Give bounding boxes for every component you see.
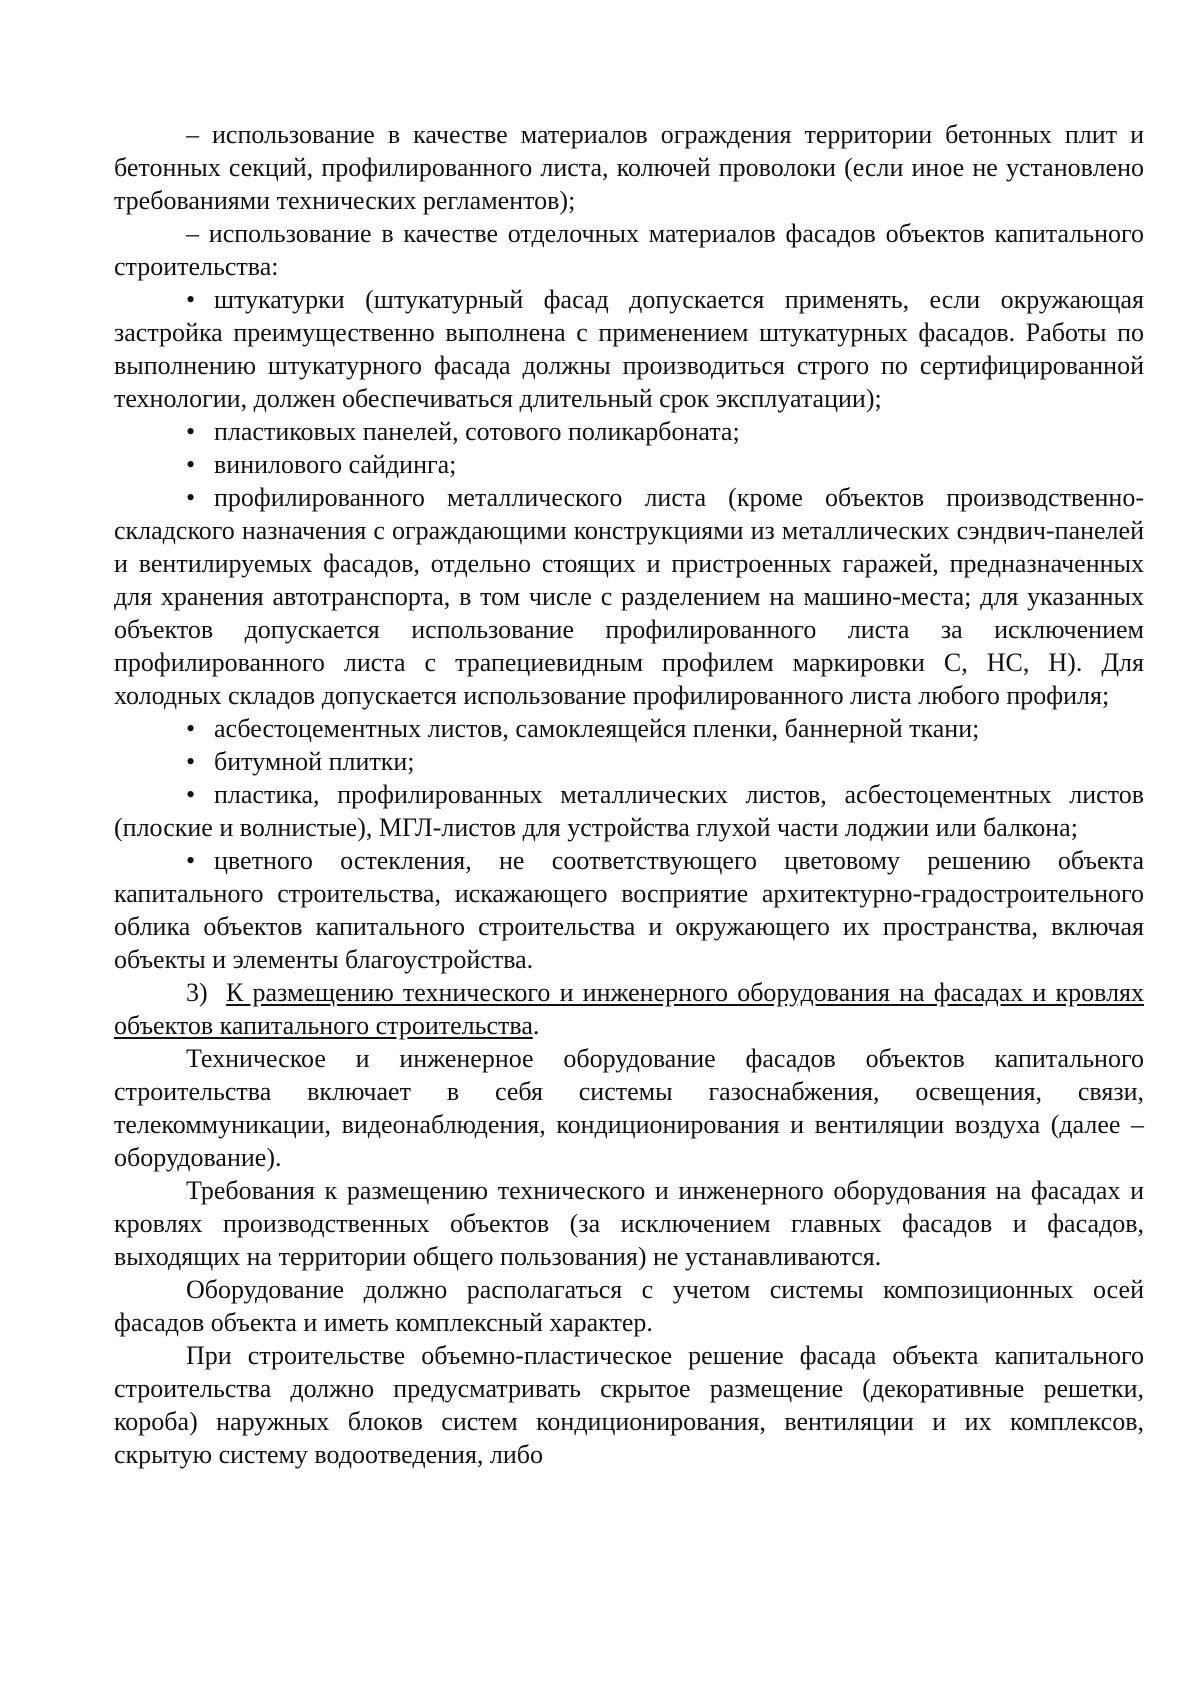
paragraph-facade-materials-intro: – использование в качестве отделочных материалов фасадов объектов капитального строительства:	[114, 219, 1144, 281]
paragraph-industrial-requirements: Требования к размещению технического и инженерного оборудования на фасадах и кровлях производственных объектов (за исключением главных фасадов и фасадов, выходящих на территории общего пользования) не устанавливаются.	[114, 1176, 1144, 1271]
list-item	[114, 712, 1144, 745]
list-item	[114, 778, 1144, 844]
list-item	[114, 283, 1144, 415]
list-item	[114, 415, 1144, 448]
list-item	[114, 844, 1144, 976]
paragraph-fence-materials: – использование в качестве материалов ограждения территории бетонных плит и бетонных секций, профилированного листа, колючей проволоки (если иное не установлено требованиями технических регламентов);	[114, 120, 1144, 215]
list-item	[114, 448, 1144, 481]
section-heading-trail: .	[532, 1011, 540, 1040]
list-item-text: асбестоцементных листов, самоклеящейся пленки, баннерной ткани;	[214, 714, 980, 743]
list-item-text: штукатурки (штукатурный фасад допускается применять, если окружающая застройка преимущественно выполнена с применением штукатурных фасадов. Работы по выполнению штукатурного фасада должны производиться строго по сертифицированной технологии, должен обеспечиваться длительный срок эксплуатации);	[114, 285, 1144, 413]
list-item-text: пластика, профилированных металлических листов, асбестоцементных листов (плоские и волнистые), МГЛ-листов для устройства глухой части лоджии или балкона;	[114, 780, 1144, 842]
list-item-text: цветного остекления, не соответствующего цветовому решению объекта капитального строительства, искажающего восприятие архитектурно-градостроительного облика объектов капитального строительства и окружающего их пространства, включая объекты и элементы благоустройства.	[114, 846, 1144, 974]
list-item-text: битумной плитки;	[214, 747, 415, 776]
section-heading-text: К размещению технического и инженерного оборудования на фасадах и кровлях объектов капитального строительства	[114, 978, 1144, 1040]
bullet-icon: •	[186, 780, 196, 809]
list-item-text: пластиковых панелей, сотового поликарбоната;	[214, 417, 740, 446]
list-item-text: профилированного металлического листа (кроме объектов производственно-складского назначения с ограждающими конструкциями из металлических сэндвич-панелей и вентилируемых фасадов, отдельно стоящих и пристроенных гаражей, предназначенных для хранения автотранспорта, в том числе с разделением на машино-места; для указанных объектов допускается использование профилированного листа за исключением профилированного листа с трапециевидным профилем маркировки С, НС, Н). Для холодных складов допускается использование профилированного листа любого профиля;	[114, 483, 1144, 710]
document-body	[114, 118, 1144, 1471]
bullet-icon: •	[186, 417, 196, 446]
list-item	[114, 481, 1144, 712]
bullet-icon: •	[186, 747, 196, 776]
bullet-icon: •	[186, 483, 196, 512]
paragraph-equipment-placement: Оборудование должно располагаться с учетом системы композиционных осей фасадов объекта и иметь комплексный характер.	[114, 1275, 1144, 1337]
list-item-text: винилового сайдинга;	[214, 450, 457, 479]
bullet-icon: •	[186, 714, 196, 743]
bullet-icon: •	[186, 450, 196, 479]
list-item	[114, 745, 1144, 778]
bullet-icon: •	[186, 846, 196, 875]
section-heading	[114, 976, 1144, 1042]
section-number: 3)	[186, 978, 208, 1007]
paragraph-hidden-placement: При строительстве объемно-пластическое решение фасада объекта капитального строительства должно предусматривать скрытое размещение (декоративные решетки, короба) наружных блоков систем кондиционирования, вентиляции и их комплексов, скрытую систему водоотведения, либо	[114, 1341, 1144, 1469]
bullet-icon: •	[186, 285, 196, 314]
paragraph-equipment-definition: Техническое и инженерное оборудование фасадов объектов капитального строительства включает в себя системы газоснабжения, освещения, связи, телекоммуникации, видеонаблюдения, кондиционирования и вентиляции воздуха (далее – оборудование).	[114, 1044, 1144, 1172]
